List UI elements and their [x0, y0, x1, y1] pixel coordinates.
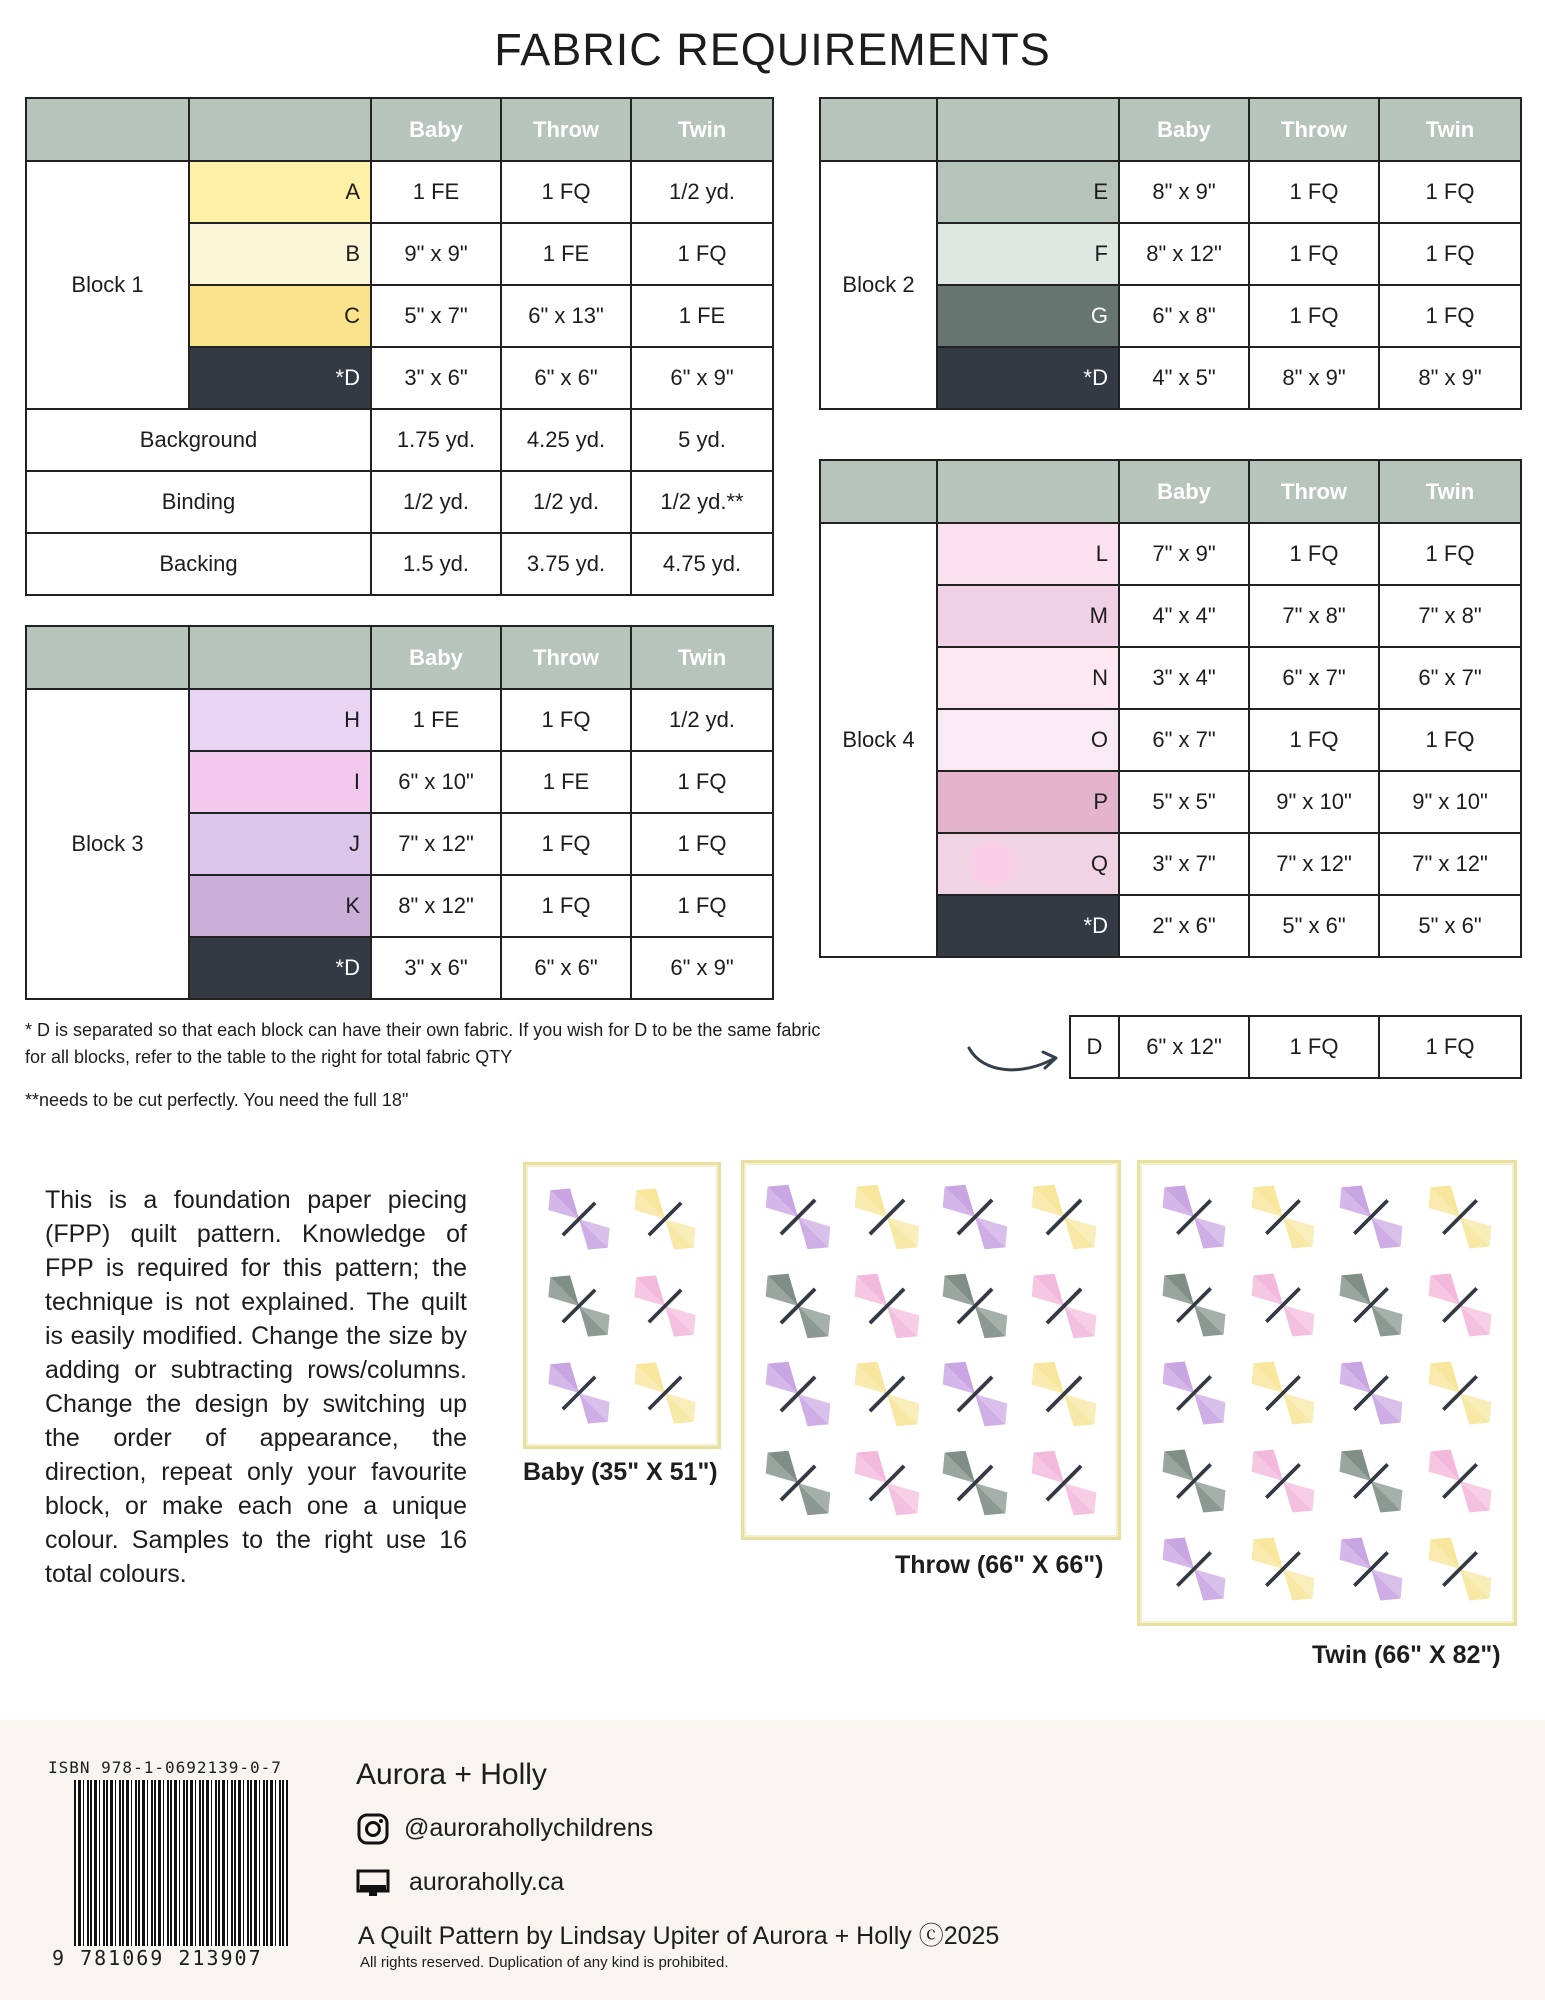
cell-twin: 6" x 9" — [631, 937, 773, 999]
butterfly-icon — [622, 1262, 708, 1349]
cell-throw: 9" x 10" — [1249, 771, 1379, 833]
cell-baby: 4" x 5" — [1119, 347, 1249, 409]
block2-table — [819, 97, 1522, 410]
table-row — [820, 161, 1521, 223]
cell-throw: 5" x 6" — [1249, 895, 1379, 957]
fabric-swatch: J — [189, 813, 371, 875]
butterfly-icon — [931, 1173, 1020, 1262]
cell-throw: 4.25 yd. — [501, 409, 631, 471]
fabric-swatch: *D — [189, 347, 371, 409]
cell-throw: 1/2 yd. — [501, 471, 631, 533]
curved-arrow-icon — [965, 1040, 1061, 1080]
table-header-row — [26, 626, 773, 689]
cell-twin: 1 FQ — [1379, 223, 1521, 285]
cell-throw: 1 FQ — [501, 813, 631, 875]
cell-throw: 1 FQ — [1249, 161, 1379, 223]
butterfly-icon — [1327, 1261, 1416, 1349]
butterfly-icon — [1020, 1262, 1109, 1351]
butterfly-icon — [622, 1349, 708, 1436]
fabric-letter: D — [1070, 1016, 1119, 1078]
cell-twin: 7" x 12" — [1379, 833, 1521, 895]
cell-baby: 3" x 4" — [1119, 647, 1249, 709]
brand-name: Aurora + Holly — [356, 1758, 547, 1791]
cell-throw: 1 FQ — [1249, 285, 1379, 347]
fabric-swatch: F — [937, 223, 1119, 285]
cell-throw: 1 FQ — [1249, 1016, 1379, 1078]
fabric-swatch: O — [937, 709, 1119, 771]
butterfly-icon — [1020, 1439, 1109, 1528]
butterfly-icon — [754, 1350, 843, 1439]
cell-throw: 1 FQ — [501, 161, 631, 223]
butterfly-icon — [843, 1350, 932, 1439]
butterfly-icon — [1150, 1525, 1239, 1613]
table-row — [26, 409, 773, 471]
butterfly-icon — [843, 1173, 932, 1262]
butterfly-icon — [1327, 1525, 1416, 1613]
cell-throw: 7" x 12" — [1249, 833, 1379, 895]
cell-throw: 1 FQ — [501, 689, 631, 751]
butterfly-icon — [1416, 1525, 1505, 1613]
cell-twin: 1/2 yd. — [631, 161, 773, 223]
table-row — [26, 689, 773, 751]
header-baby: Baby — [371, 626, 501, 689]
cell-throw: 3.75 yd. — [501, 533, 631, 595]
footer — [0, 1720, 1545, 2000]
table-header-row — [820, 98, 1521, 161]
header-throw: Throw — [1249, 460, 1379, 523]
cell-baby: 9" x 9" — [371, 223, 501, 285]
header-baby: Baby — [371, 98, 501, 161]
header-throw: Throw — [501, 626, 631, 689]
cell-baby: 3" x 6" — [371, 347, 501, 409]
butterfly-icon — [1150, 1173, 1239, 1261]
cell-twin: 4.75 yd. — [631, 533, 773, 595]
cell-baby: 7" x 12" — [371, 813, 501, 875]
cell-twin: 1 FQ — [1379, 161, 1521, 223]
butterfly-icon — [1150, 1437, 1239, 1525]
cell-baby: 7" x 9" — [1119, 523, 1249, 585]
barcode — [74, 1780, 288, 1948]
row-label: Background — [26, 409, 371, 471]
instagram-link[interactable]: @auroraholly​childrens — [404, 1814, 654, 1842]
cell-baby: 2" x 6" — [1119, 895, 1249, 957]
butterfly-icon — [754, 1439, 843, 1528]
cell-twin: 1 FQ — [631, 751, 773, 813]
page-title: FABRIC REQUIREMENTS — [494, 24, 1051, 75]
cell-throw: 6" x 7" — [1249, 647, 1379, 709]
header-twin: Twin — [631, 626, 773, 689]
cell-twin: 6" x 9" — [631, 347, 773, 409]
butterfly-icon — [536, 1349, 622, 1436]
cell-baby: 4" x 4" — [1119, 585, 1249, 647]
twin-quilt-label: Twin (66" X 82") — [1312, 1641, 1501, 1669]
table-header-row — [820, 460, 1521, 523]
butterfly-icon — [931, 1262, 1020, 1351]
footnote-d: * D is separated so that each block can have their own fabric. If you wish for D to be the same fabric — [25, 1020, 821, 1040]
fabric-swatch: B — [189, 223, 371, 285]
pattern-description: This is a foundation paper piecing (FPP) quilt pattern. Knowledge of FPP is required for this pattern; the technique is not explained. The quilt is easily modified. Change the size by adding or subtracting rows/columns. Change the design by switching up the order of appearance, the direction, repeat only your favourite block, or make each one a unique colour. Samples to the right use 16 total colours. — [45, 1186, 467, 1588]
cell-twin: 1 FQ — [1379, 1016, 1521, 1078]
cell-throw: 1 FE — [501, 223, 631, 285]
cell-baby: 8" x 12" — [371, 875, 501, 937]
table-row — [26, 533, 773, 595]
baby-quilt-preview — [523, 1162, 721, 1449]
butterfly-icon — [1239, 1173, 1328, 1261]
fabric-swatch: L — [937, 523, 1119, 585]
fabric-swatch: P — [937, 771, 1119, 833]
block3-table — [25, 625, 774, 1000]
butterfly-icon — [1150, 1261, 1239, 1349]
header-baby: Baby — [1119, 98, 1249, 161]
fabric-swatch: A — [189, 161, 371, 223]
butterfly-icon — [1327, 1437, 1416, 1525]
fabric-swatch: G — [937, 285, 1119, 347]
cell-twin: 9" x 10" — [1379, 771, 1521, 833]
block-label: Block 2 — [820, 161, 937, 409]
butterfly-icon — [1327, 1349, 1416, 1437]
cell-throw: 1 FQ — [1249, 223, 1379, 285]
header-twin: Twin — [631, 98, 773, 161]
cell-throw: 6" x 6" — [501, 347, 631, 409]
header-throw: Throw — [501, 98, 631, 161]
isbn-text: ISBN 978-1-0692139-0-7 — [48, 1758, 282, 1777]
cell-twin: 5 yd. — [631, 409, 773, 471]
footnote-binding: **needs to be cut perfectly. You need the full 18" — [25, 1090, 409, 1110]
table-row — [820, 523, 1521, 585]
cell-twin: 1/2 yd.** — [631, 471, 773, 533]
total-d-table — [1069, 1015, 1522, 1079]
table-row — [26, 471, 773, 533]
butterfly-icon — [1416, 1261, 1505, 1349]
footnote-d-continued: for all blocks, refer to the table to the right for total fabric QTY — [25, 1047, 513, 1067]
instagram-icon — [356, 1812, 390, 1846]
butterfly-icon — [1020, 1350, 1109, 1439]
butterfly-icon — [1020, 1173, 1109, 1262]
cell-throw: 6" x 6" — [501, 937, 631, 999]
butterfly-icon — [1327, 1173, 1416, 1261]
cell-twin: 1 FQ — [631, 875, 773, 937]
cell-baby: 1 FE — [371, 689, 501, 751]
cell-baby: 1.75 yd. — [371, 409, 501, 471]
throw-quilt-preview — [741, 1160, 1121, 1540]
cell-baby: 5" x 7" — [371, 285, 501, 347]
fabric-swatch: H — [189, 689, 371, 751]
row-label: Binding — [26, 471, 371, 533]
butterfly-icon — [1150, 1349, 1239, 1437]
block-label: Block 1 — [26, 161, 189, 409]
cell-twin: 1 FQ — [631, 813, 773, 875]
cell-baby: 1.5 yd. — [371, 533, 501, 595]
table-header-row — [26, 98, 773, 161]
cell-baby: 1/2 yd. — [371, 471, 501, 533]
butterfly-icon — [1416, 1173, 1505, 1261]
butterfly-icon — [622, 1175, 708, 1262]
cell-baby: 8" x 9" — [1119, 161, 1249, 223]
butterfly-icon — [931, 1350, 1020, 1439]
butterfly-icon — [1239, 1261, 1328, 1349]
monitor-icon — [356, 1868, 390, 1900]
cell-baby: 6" x 8" — [1119, 285, 1249, 347]
butterfly-icon — [1416, 1349, 1505, 1437]
fabric-swatch: M — [937, 585, 1119, 647]
cell-baby: 6" x 12" — [1119, 1016, 1249, 1078]
butterfly-icon — [1416, 1437, 1505, 1525]
baby-quilt-label: Baby (35" X 51") — [523, 1458, 718, 1486]
cell-throw: 1 FQ — [1249, 709, 1379, 771]
fabric-swatch: K — [189, 875, 371, 937]
row-label: Backing — [26, 533, 371, 595]
fabric-swatch: I — [189, 751, 371, 813]
butterfly-icon — [1239, 1349, 1328, 1437]
cell-twin: 6" x 7" — [1379, 647, 1521, 709]
header-twin: Twin — [1379, 460, 1521, 523]
cell-twin: 1 FQ — [1379, 709, 1521, 771]
cell-twin: 1 FQ — [1379, 523, 1521, 585]
block-label: Block 3 — [26, 689, 189, 999]
fabric-swatch: *D — [937, 347, 1119, 409]
header-twin: Twin — [1379, 98, 1521, 161]
cell-throw: 1 FQ — [501, 875, 631, 937]
butterfly-icon — [1239, 1525, 1328, 1613]
cell-twin: 1 FQ — [1379, 285, 1521, 347]
fabric-swatch: *D — [189, 937, 371, 999]
fabric-swatch: C — [189, 285, 371, 347]
cell-twin: 5" x 6" — [1379, 895, 1521, 957]
butterfly-icon — [843, 1262, 932, 1351]
butterfly-icon — [754, 1262, 843, 1351]
rights-notice: All rights reserved. Duplication of any kind is prohibited. — [360, 1954, 729, 1971]
cell-baby: 3" x 7" — [1119, 833, 1249, 895]
pattern-credit: A Quilt Pattern by Lindsay Upiter of Aurora + Holly ⓒ2025 — [358, 1922, 1000, 1950]
butterfly-icon — [754, 1173, 843, 1262]
cell-baby: 3" x 6" — [371, 937, 501, 999]
fabric-swatch: Q — [937, 833, 1119, 895]
cell-twin: 1/2 yd. — [631, 689, 773, 751]
cell-baby: 8" x 12" — [1119, 223, 1249, 285]
cell-twin: 1 FQ — [631, 223, 773, 285]
fabric-swatch: N — [937, 647, 1119, 709]
fabric-swatch: E — [937, 161, 1119, 223]
cell-throw: 8" x 9" — [1249, 347, 1379, 409]
butterfly-icon — [536, 1262, 622, 1349]
cell-baby: 1 FE — [371, 161, 501, 223]
block-label: Block 4 — [820, 523, 937, 957]
table-row — [1070, 1016, 1521, 1078]
header-throw: Throw — [1249, 98, 1379, 161]
fabric-swatch: *D — [937, 895, 1119, 957]
block1-table — [25, 97, 774, 596]
cell-baby: 6" x 10" — [371, 751, 501, 813]
cell-throw: 7" x 8" — [1249, 585, 1379, 647]
cell-twin: 8" x 9" — [1379, 347, 1521, 409]
butterfly-icon — [931, 1439, 1020, 1528]
table-row — [26, 161, 773, 223]
barcode-digits: 9 781069 213907 — [52, 1946, 302, 1970]
butterfly-icon — [1239, 1437, 1328, 1525]
butterfly-icon — [843, 1439, 932, 1528]
cell-baby: 5" x 5" — [1119, 771, 1249, 833]
cell-baby: 6" x 7" — [1119, 709, 1249, 771]
cell-throw: 6" x 13" — [501, 285, 631, 347]
cell-throw: 1 FQ — [1249, 523, 1379, 585]
block4-table — [819, 459, 1522, 958]
throw-quilt-label: Throw (66" X 66") — [895, 1551, 1104, 1579]
butterfly-icon — [536, 1175, 622, 1262]
cell-throw: 1 FE — [501, 751, 631, 813]
cell-twin: 1 FE — [631, 285, 773, 347]
website-link[interactable]: auroraholly.ca — [409, 1868, 565, 1896]
twin-quilt-preview — [1137, 1160, 1517, 1626]
cell-twin: 7" x 8" — [1379, 585, 1521, 647]
header-baby: Baby — [1119, 460, 1249, 523]
